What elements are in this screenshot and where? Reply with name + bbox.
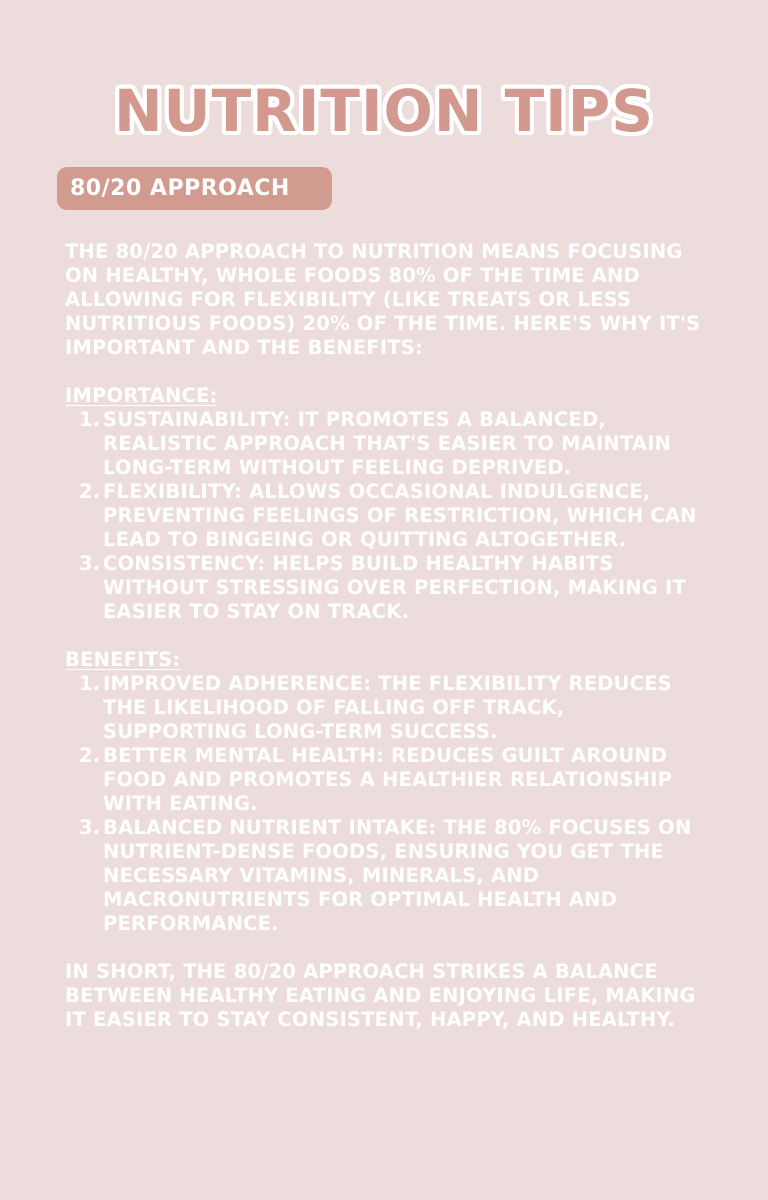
list-item-text: CONSISTENCY: HELPS BUILD HEALTHY HABITS WITHOUT STRESSING OVER PERFECTION, MAKING IT EASIER TO STAY ON TRACK. [103, 552, 686, 623]
list-item-text: SUSTAINABILITY: IT PROMOTES A BALANCED, REALISTIC APPROACH THAT'S EASIER TO MAINTAIN LONG-TERM WITHOUT FEELING DEPRIVED. [103, 408, 672, 479]
list-number: 3. [79, 552, 101, 575]
page-title: NUTRITION TIPS [113, 77, 655, 145]
list-item-text: FLEXIBILITY: ALLOWS OCCASIONAL INDULGENCE, PREVENTING FEELINGS OF RESTRICTION, WHICH CAN LEAD TO BINGEING OR QUITTING ALTOGETHER. [103, 480, 697, 551]
benefits-list [65, 672, 705, 936]
intro-paragraph: THE 80/20 APPROACH TO NUTRITION MEANS FOCUSING ON HEALTHY, WHOLE FOODS 80% OF THE TIME AND ALLOWING FOR FLEXIBILITY (LIKE TREATS OR LESS NUTRITIOUS FOODS) 20% OF THE TIME. HERE'S WHY IT'S IMPORTANT AND THE BENEFITS: [65, 240, 701, 359]
list-number: 1. [79, 672, 101, 695]
list-item [65, 408, 705, 480]
list-number: 3. [79, 816, 101, 839]
importance-heading: IMPORTANCE: [65, 384, 218, 407]
importance-list [65, 408, 705, 624]
list-item [65, 816, 705, 936]
list-number: 2. [79, 744, 101, 767]
conclusion-paragraph: IN SHORT, THE 80/20 APPROACH STRIKES A BALANCE BETWEEN HEALTHY EATING AND ENJOYING LIFE, MAKING IT EASIER TO STAY CONSISTENT, HAPPY, AND HEALTHY. [65, 960, 696, 1031]
list-item-text: IMPROVED ADHERENCE: THE FLEXIBILITY REDUCES THE LIKELIHOOD OF FALLING OFF TRACK, SUPPORTING LONG-TERM SUCCESS. [103, 672, 672, 743]
list-number: 2. [79, 480, 101, 503]
article-body [65, 240, 705, 1032]
list-item [65, 552, 705, 624]
benefits-heading: BENEFITS: [65, 648, 181, 671]
list-item-text: BALANCED NUTRIENT INTAKE: THE 80% FOCUSES ON NUTRIENT-DENSE FOODS, ENSURING YOU GET THE NECESSARY VITAMINS, MINERALS, AND MACRONUTRIENTS FOR OPTIMAL HEALTH AND PERFORMANCE. [103, 816, 692, 935]
list-number: 1. [79, 408, 101, 431]
list-item [65, 672, 705, 744]
list-item [65, 480, 705, 552]
list-item [65, 744, 705, 816]
section-label: 80/20 APPROACH [57, 167, 332, 210]
list-item-text: BETTER MENTAL HEALTH: REDUCES GUILT AROUND FOOD AND PROMOTES A HEALTHIER RELATIONSHIP WITH EATING. [103, 744, 673, 815]
